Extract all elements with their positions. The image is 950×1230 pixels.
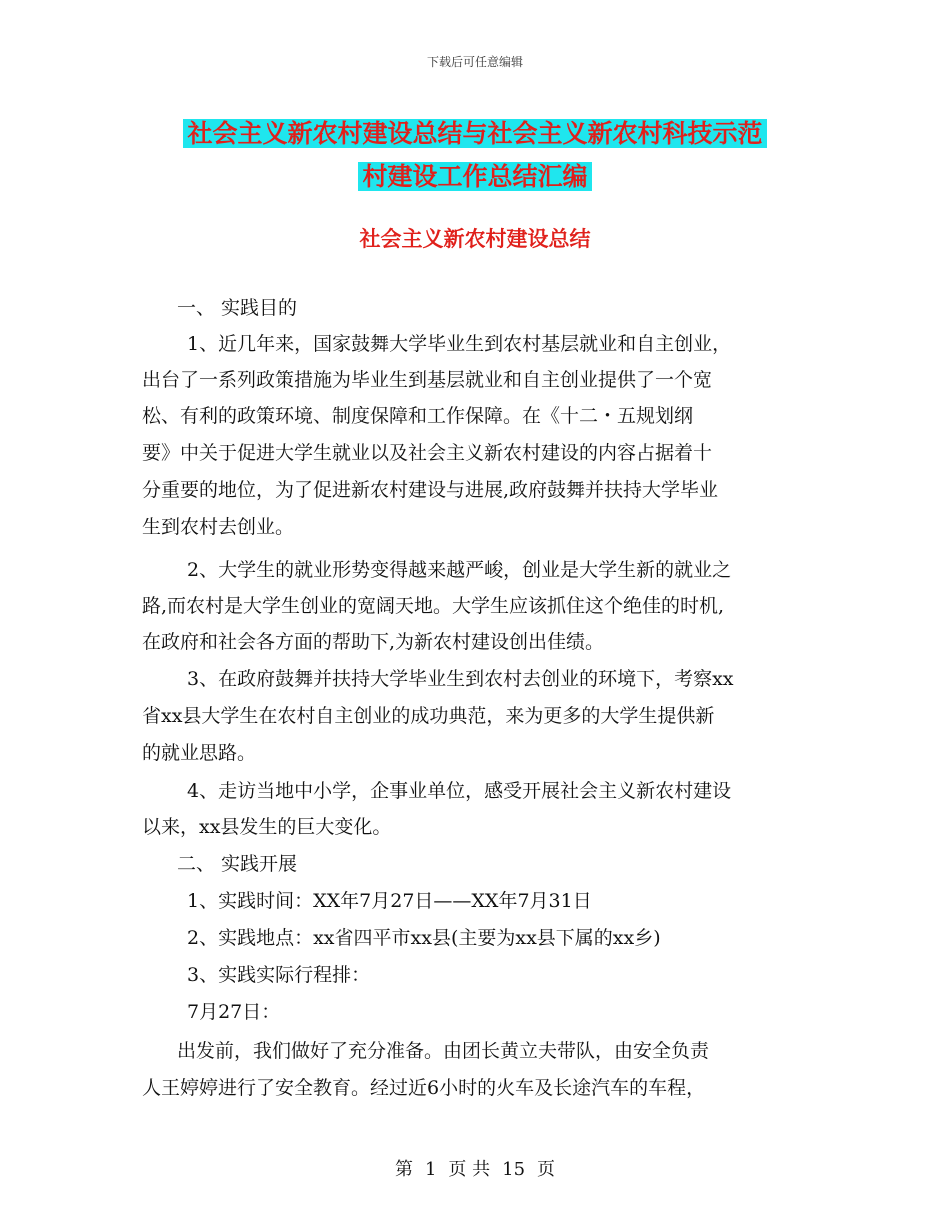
paragraph-line: 分重要的地位，为了促进新农村建设与进展,政府鼓舞并扶持大学毕业 — [142, 479, 719, 501]
heading-practice-development: 二、 实践开展 — [177, 853, 298, 875]
paragraph-line: 在政府和社会各方面的帮助下,为新农村建设创出佳绩。 — [142, 631, 605, 653]
paragraph-line: 要》中关于促进大学生就业以及社会主义新农村建设的内容占据着十 — [142, 442, 713, 464]
section-title: 社会主义新农村建设总结 — [359, 227, 591, 251]
paragraph-line: 以来，xx县发生的巨大变化。 — [142, 816, 392, 838]
paragraph-line: 出台了一系列政策措施为毕业生到基层就业和自主创业提供了一个宽 — [142, 369, 713, 391]
footer-prefix: 第 — [394, 1159, 413, 1180]
page-footer — [0, 1155, 950, 1181]
paragraph-line: 1、近几年来，国家鼓舞大学毕业生到农村基层就业和自主创业， — [187, 333, 732, 355]
footer-suffix: 页 — [537, 1159, 556, 1180]
paragraph-line: 出发前，我们做好了充分准备。由团长黄立夫带队，由安全负责 — [177, 1040, 710, 1062]
footer-mid: 页 共 — [448, 1159, 491, 1180]
total-pages: 15 — [502, 1159, 526, 1180]
paragraph-line: 4、走访当地中小学，企事业单位，感受开展社会主义新农村建设 — [187, 780, 732, 802]
paragraph-line: 1、实践时间：XX年7月27日——XX年7月31日 — [187, 890, 592, 912]
paragraph-line: 的就业思路。 — [142, 742, 257, 764]
paragraph-line: 3、在政府鼓舞并扶持大学毕业生到农村去创业的环境下，考察xx — [187, 668, 734, 690]
current-page-number: 1 — [424, 1159, 437, 1180]
paragraph-line: 路,而农村是大学生创业的宽阔天地。大学生应该抓住这个绝佳的时机, — [142, 595, 725, 617]
paragraph-line: 省xx县大学生在农村自主创业的成功典范，来为更多的大学生提供新 — [142, 705, 715, 727]
paragraph-line: 2、大学生的就业形势变得越来越严峻，创业是大学生新的就业之 — [187, 559, 732, 581]
header-note: 下载后可任意编辑 — [426, 55, 523, 69]
paragraph-line: 2、实践地点：xx省四平市xx县(主要为xx县下属的xx乡) — [187, 927, 661, 949]
date-label: 7月27日： — [187, 1001, 281, 1023]
paragraph-line: 3、实践实际行程排： — [187, 964, 371, 986]
document-title-line-2: 村建设工作总结汇编 — [0, 157, 950, 193]
document-title-line-1: 社会主义新农村建设总结与社会主义新农村科技示范 — [0, 114, 950, 150]
paragraph-line: 生到农村去创业。 — [142, 516, 295, 538]
paragraph-line: 人王婷婷进行了安全教育。经过近6小时的火车及长途汽车的车程， — [142, 1077, 706, 1099]
paragraph-line: 松、有利的政策环境、制度保障和工作保障。在《十二・五规划纲 — [142, 405, 694, 427]
heading-practice-purpose: 一、 实践目的 — [177, 297, 298, 319]
